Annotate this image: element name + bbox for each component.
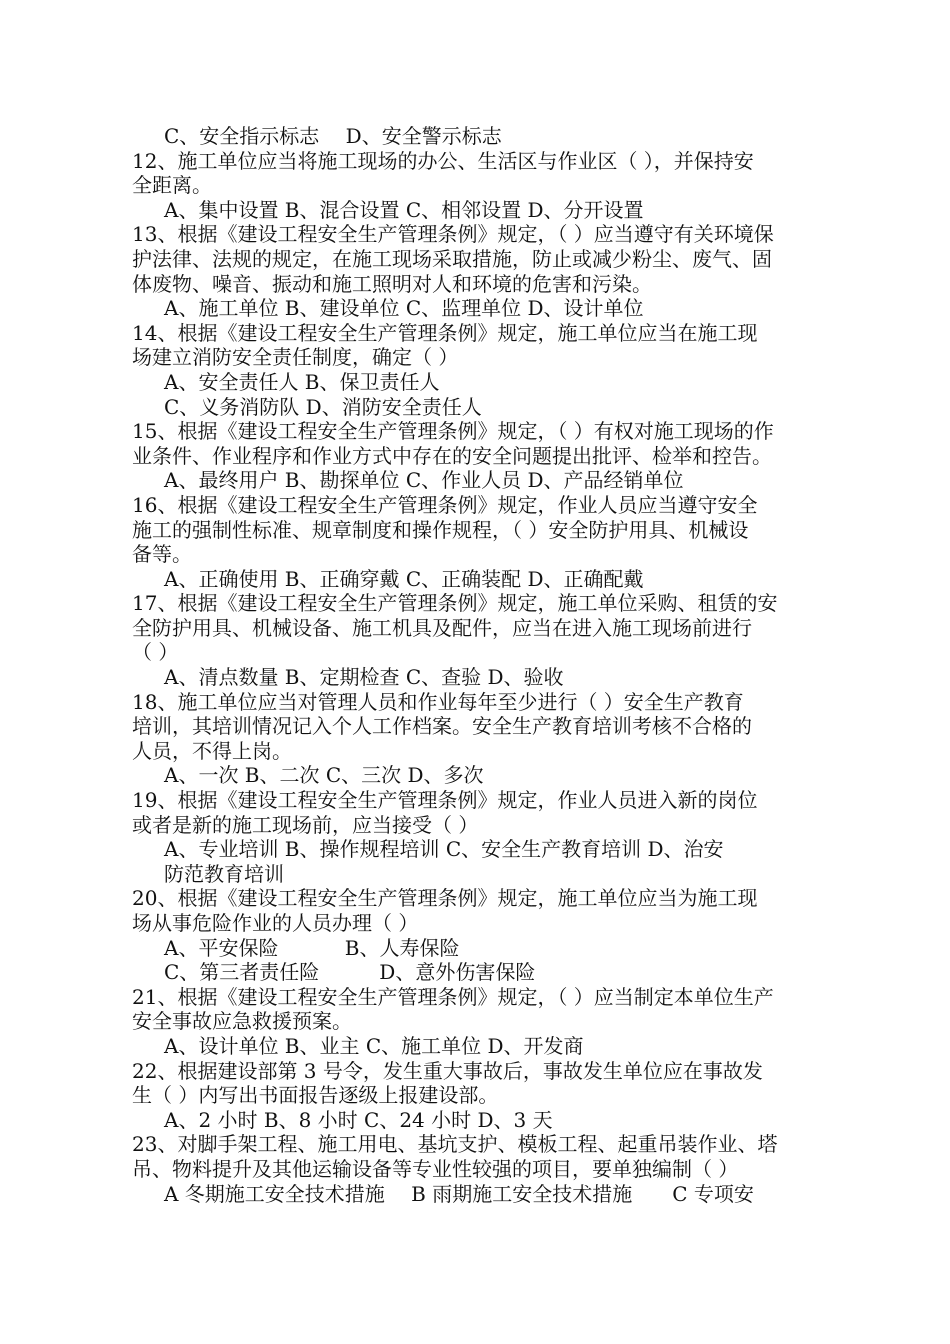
- option-line: A、2 小时 B、8 小时 C、24 小时 D、3 天: [164, 1107, 553, 1132]
- question-line: 18、施工单位应当对管理人员和作业每年至少进行（ ）安全生产教育: [132, 689, 744, 714]
- question-line: 业条件、作业程序和作业方式中存在的安全问题提出批评、检举和控告。: [132, 443, 772, 468]
- question-line: 护法律、法规的规定，在施工现场采取措施，防止或减少粉尘、废气、固: [132, 246, 772, 271]
- question-line: 场从事危险作业的人员办理（ ）: [132, 911, 419, 935]
- option-line: A、一次 B、二次 C、三次 D、多次: [164, 763, 484, 788]
- option-line: A、设计单位 B、业主 C、施工单位 D、开发商: [164, 1033, 584, 1058]
- option-line: C、义务消防队 D、消防安全责任人: [164, 394, 482, 419]
- question-line: （ ）: [132, 640, 179, 665]
- question-line: 21、根据《建设工程安全生产管理条例》规定，（ ）应当制定本单位生产: [132, 984, 774, 1009]
- question-line: 人员，不得上岗。: [132, 738, 292, 763]
- question-line: 12、施工单位应当将施工现场的办公、生活区与作业区（ ），并保持安: [132, 148, 754, 173]
- option-line: A、最终用户 B、勘探单位 C、作业人员 D、产品经销单位: [164, 468, 684, 493]
- question-line: 生（ ）内写出书面报告逐级上报建设部。: [132, 1083, 499, 1108]
- option-line: C、第三者责任险 D、意外伤害保险: [164, 960, 536, 985]
- question-line: 备等。: [132, 542, 192, 567]
- question-line: 23、对脚手架工程、施工用电、基坑支护、模板工程、起重吊装作业、塔: [132, 1132, 778, 1157]
- question-line: 或者是新的施工现场前，应当接受（ ）: [132, 812, 479, 837]
- option-line: A、专业培训 B、操作规程培训 C、安全生产教育培训 D、治安: [164, 837, 724, 862]
- question-line: 22、根据建设部第 3 号令，发生重大事故后，事故发生单位应在事故发: [132, 1058, 763, 1083]
- question-line: 全距离。: [132, 173, 212, 198]
- option-line: A、清点数量 B、定期检查 C、查验 D、验收: [164, 665, 564, 690]
- question-line: 施工的强制性标准、规章制度和操作规程，（ ）安全防护用具、机械设: [132, 517, 749, 542]
- question-line: 15、根据《建设工程安全生产管理条例》规定，（ ）有权对施工现场的作: [132, 419, 774, 444]
- question-line: 吊、物料提升及其他运输设备等专业性较强的项目，要单独编制（ ）: [132, 1156, 739, 1181]
- question-line: 14、根据《建设工程安全生产管理条例》规定，施工单位应当在施工现: [132, 320, 758, 345]
- option-line: A、集中设置 B、混合设置 C、相邻设置 D、分开设置: [164, 197, 644, 222]
- question-line: 培训，其培训情况记入个人工作档案。安全生产教育培训考核不合格的: [132, 714, 752, 739]
- question-line: 安全事故应急救援预案。: [132, 1009, 352, 1034]
- question-line: 13、根据《建设工程安全生产管理条例》规定，（ ）应当遵守有关环境保: [132, 222, 774, 247]
- option-line: 防范教育培训: [164, 861, 284, 886]
- option-line: A、施工单位 B、建设单位 C、监理单位 D、设计单位: [164, 296, 644, 321]
- question-line: 17、根据《建设工程安全生产管理条例》规定，施工单位采购、租赁的安: [132, 591, 778, 616]
- option-line: A、安全责任人 B、保卫责任人: [164, 369, 440, 394]
- question-line: 19、根据《建设工程安全生产管理条例》规定，作业人员进入新的岗位: [132, 788, 758, 813]
- option-line: A、平安保险 B、人寿保险: [164, 935, 460, 960]
- option-line: A 冬期施工安全技术措施 B 雨期施工安全技术措施 C 专项安: [164, 1181, 754, 1206]
- question-line: 16、根据《建设工程安全生产管理条例》规定，作业人员应当遵守安全: [132, 492, 758, 517]
- question-text-body: [132, 124, 822, 1206]
- question-line: 全防护用具、机械设备、施工机具及配件，应当在进入施工现场前进行: [132, 615, 752, 640]
- option-line: A、正确使用 B、正确穿戴 C、正确装配 D、正确配戴: [164, 566, 644, 591]
- question-line: 体废物、噪音、振动和施工照明对人和环境的危害和污染。: [132, 271, 652, 296]
- option-line: C、安全指示标志 D、安全警示标志: [164, 124, 502, 148]
- question-line: 场建立消防安全责任制度，确定（ ）: [132, 345, 459, 370]
- question-line: 20、根据《建设工程安全生产管理条例》规定，施工单位应当为施工现: [132, 886, 758, 911]
